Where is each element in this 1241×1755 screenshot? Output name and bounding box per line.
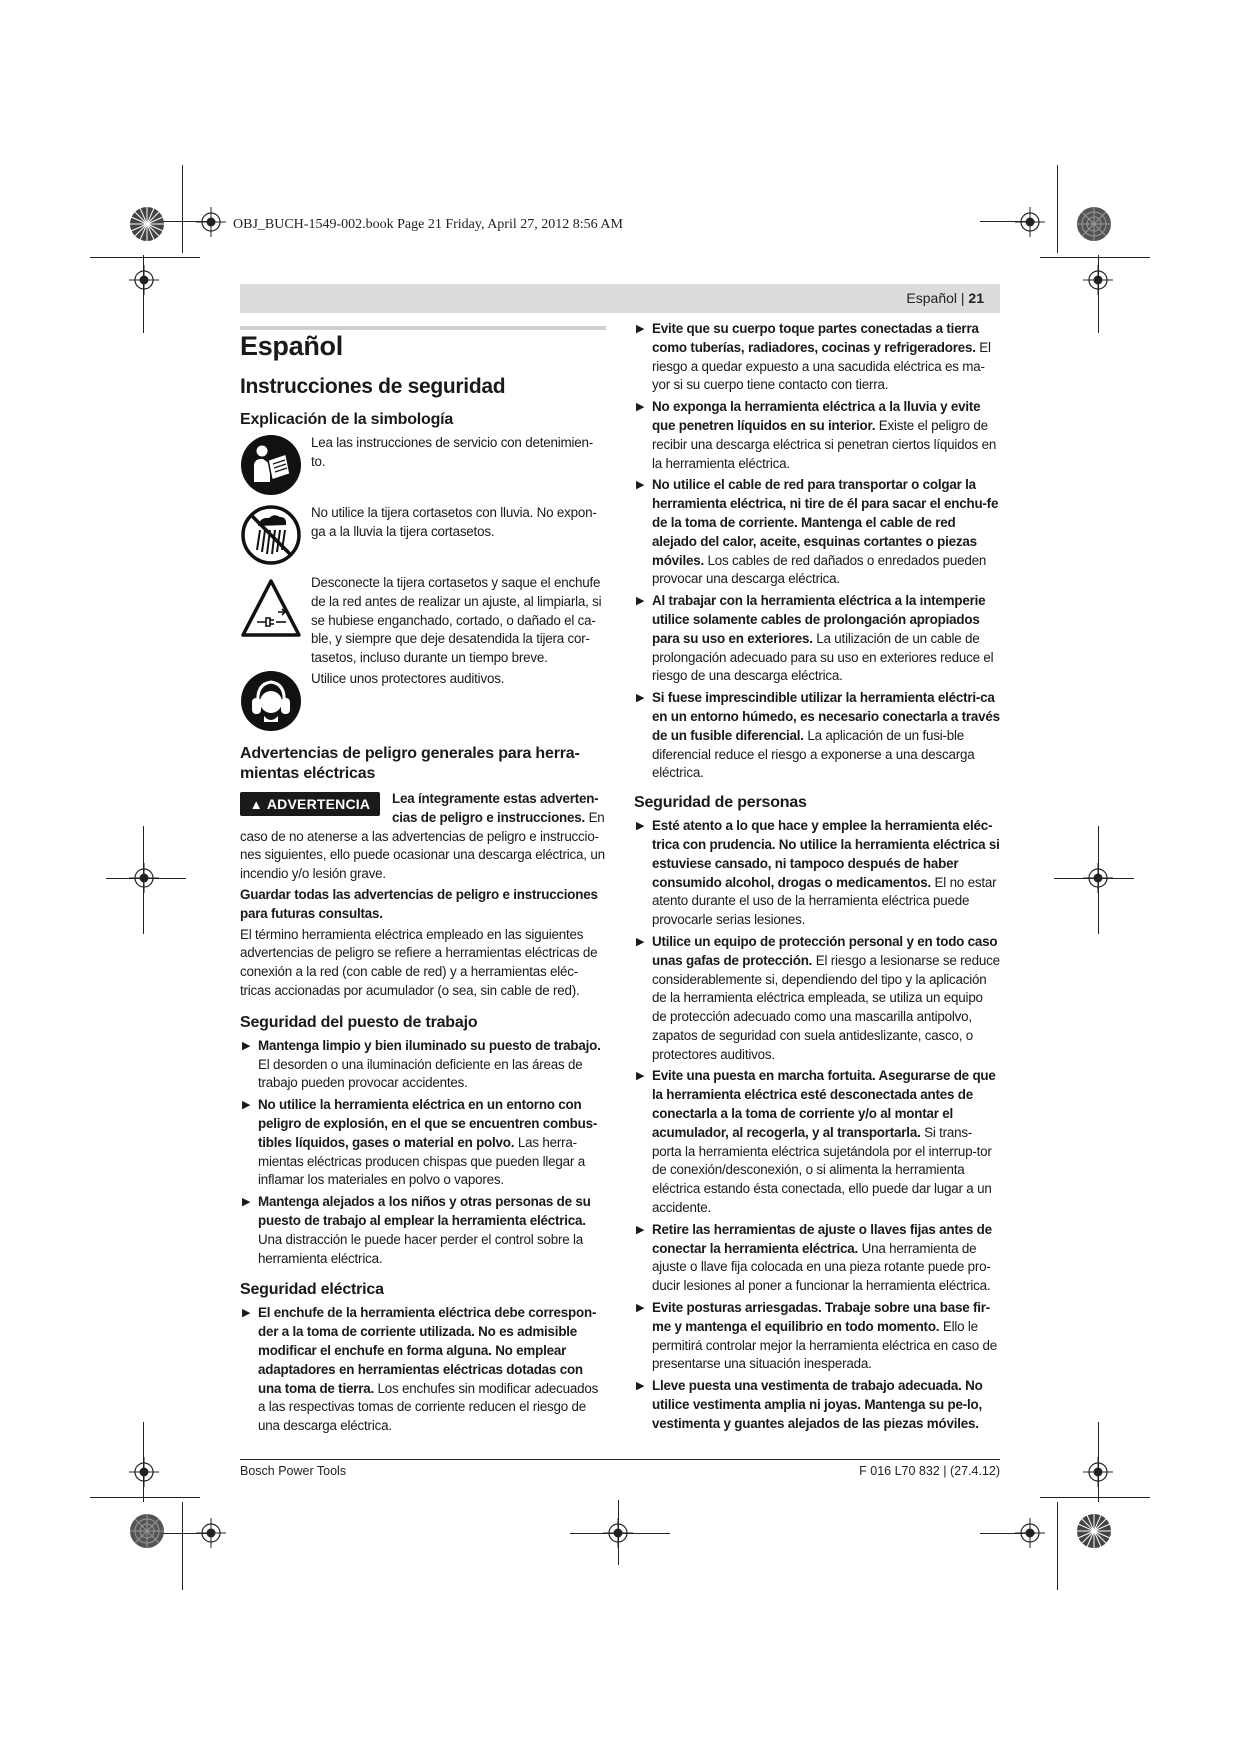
crop-mark <box>182 165 183 253</box>
item-text: El riesgo a lesionarse se reduce considerablemente si, dependiendo del tipo y la aplicación de la herramienta eléctrica empleada, se utiliza un equipo de protección adecuado como una mascarilla antipolvo, zapatos de seguridad con suela antideslizante, casco, o protectores auditivos. <box>652 952 1000 1062</box>
keep-instructions-text: Guardar todas las advertencias de peligro e instrucciones para futuras consultas. <box>240 886 598 921</box>
crop-mark <box>90 257 200 258</box>
list-item <box>634 1377 1000 1433</box>
list-item <box>634 1067 1000 1217</box>
list-item <box>634 689 1000 783</box>
color-target-icon <box>1075 205 1113 243</box>
item-bold: No utilice la herramienta eléctrica en un entorno con peligro de explosión, en el que se encuentren combus-tibles líquidos, gases o material en polvo. <box>258 1097 598 1150</box>
symbol-text: No utilice la tijera cortasetos con lluvia. No expon-ga a la lluvia la tijera cortasetos. <box>311 505 597 539</box>
list-item <box>240 1096 606 1190</box>
no-rain-icon <box>240 504 302 566</box>
bullet-arrow-icon: ▶ <box>242 1196 251 1209</box>
crop-mark <box>1057 1502 1058 1590</box>
list-item <box>240 1304 606 1436</box>
item-bold: Evite una puesta en marcha fortuita. Asegurarse de que la herramienta eléctrica esté desconectada antes de conectarla a la toma de corriente y/o al montar el acumulador, al recogerla, y al transportarla. <box>652 1068 996 1140</box>
item-bold: El enchufe de la herramienta eléctrica debe correspon-der a la toma de corriente utilizada. No es admisible modificar el enchufe en forma alguna. No emplear adaptadores en herramientas eléctricas dotadas con una toma de tierra. <box>258 1305 597 1396</box>
item-text: Ello le permitirá controlar mejor la herramienta eléctrica en caso de presentarse una situación inesperada. <box>652 1318 998 1372</box>
registration-crosshair-icon <box>1083 265 1113 295</box>
item-bold: No exponga la herramienta eléctrica a la lluvia y evite que penetren líquidos en su interior. <box>652 399 981 433</box>
item-text: El no estar atento durante el uso de la herramienta eléctrica puede provocarle serias lesiones. <box>652 874 997 928</box>
bullet-arrow-icon: ▶ <box>242 1307 251 1320</box>
workplace-heading: Seguridad del puesto de trabajo <box>240 1013 478 1031</box>
footer-doc-number: F 016 L70 832 | (27.4.12) <box>859 1464 1000 1478</box>
color-target-icon <box>1075 1512 1113 1550</box>
item-text: Existe el peligro de recibir una descarga eléctrica si penetran ciertos líquidos en la herramienta eléctrica. <box>652 417 997 471</box>
registration-crosshair-icon <box>129 863 159 893</box>
safety-heading: Instrucciones de seguridad <box>240 375 506 398</box>
registration-crosshair-icon <box>129 1457 159 1487</box>
bullet-arrow-icon: ▶ <box>636 692 645 705</box>
symbol-row <box>240 504 606 572</box>
bullet-arrow-icon: ▶ <box>636 1070 645 1083</box>
item-text: Los enchufes sin modificar adecuados a las respectivas tomas de corriente reducen el riesgo de una descarga eléctrica. <box>258 1380 599 1434</box>
item-bold: Mantenga limpio y bien iluminado su puesto de trabajo. <box>258 1037 601 1053</box>
list-item <box>634 933 1000 1065</box>
keep-instructions <box>240 886 606 924</box>
bullet-arrow-icon: ▶ <box>242 1039 251 1052</box>
registration-crosshair-icon <box>1083 863 1113 893</box>
bullet-arrow-icon: ▶ <box>636 323 645 335</box>
page-number: 21 <box>968 290 984 306</box>
bullet-arrow-icon: ▶ <box>636 1302 645 1315</box>
header-separator: | <box>960 290 965 306</box>
left-column <box>240 330 606 1439</box>
item-bold: Retire las herramientas de ajuste o llaves fijas antes de conectar la herramienta eléctrica. <box>652 1221 992 1256</box>
color-target-icon <box>128 1512 166 1550</box>
list-item <box>634 1221 1000 1296</box>
item-text: Una distracción le puede hacer perder el control sobre la herramienta eléctrica. <box>258 1231 584 1266</box>
item-bold: No utilice el cable de red para transportar o colgar la herramienta eléctrica, ni tire de él para sacar el enchu-fe de la toma de corriente. Mantenga el cable de red alejado del calor, aceite, esquinas cortantes o piezas móviles. <box>652 477 999 568</box>
symbol-text: Desconecte la tijera cortasetos y saque el enchufe de la red antes de realizar un ajuste, al limpiarla, si se hubiese enganchado, cortado, o dañado el ca-ble, y siempre que deje desatendida la tijera cor-tasetos, incluso durante un tiempo breve. <box>311 575 602 666</box>
registration-crosshair-icon <box>129 265 159 295</box>
symbol-row <box>240 434 606 502</box>
crop-mark <box>90 1497 200 1498</box>
color-target-icon <box>128 205 166 243</box>
crop-mark <box>1057 165 1058 253</box>
registration-crosshair-icon <box>196 207 226 237</box>
item-bold: Evite posturas arriesgadas. Trabaje sobre una base fir-me y mantenga el equilibrio en todo momento. <box>652 1300 991 1334</box>
item-bold: Lleve puesta una vestimenta de trabajo adecuada. No utilice vestimenta amplia ni joyas. Mantenga su pe-lo, vestimenta y guantes alejados de las piezas móviles. <box>652 1378 983 1431</box>
symbols-heading: Explicación de la simbología <box>240 411 454 428</box>
list-item <box>634 320 1000 395</box>
book-info-line: OBJ_BUCH-1549-002.book Page 21 Friday, April 27, 2012 8:56 AM <box>233 217 623 232</box>
term-paragraph: El término herramienta eléctrica empleado en las siguientes advertencias de peligro se refiere a herramientas eléctricas de conexión a la red (con cable de red) y a herramientas eléc-tricas accionadas por acumulador (o sea, sin cable de red). <box>240 926 598 998</box>
item-bold: Evite que su cuerpo toque partes conectadas a tierra como tuberías, radiadores, cocinas y refrigeradores. <box>652 321 979 355</box>
read-manual-icon <box>240 434 302 496</box>
page-title: Español <box>240 331 343 361</box>
list-item <box>240 1193 606 1268</box>
item-bold: Esté atento a lo que hace y emplee la herramienta eléc-trica con prudencia. No utilice la herramienta eléctrica si estuviese cansado, ni tampoco después de haber consumido alcohol, drogas o medicamentos. <box>652 818 1000 890</box>
list-item <box>634 817 1000 930</box>
electrical-heading: Seguridad eléctrica <box>240 1281 384 1299</box>
bullet-arrow-icon: ▶ <box>636 1223 645 1236</box>
warning-triangle-icon: ▲ <box>249 796 263 812</box>
item-text: La utilización de un cable de prolongación adecuado para su uso en exteriores reduce el riesgo de una descarga eléctrica. <box>652 630 994 684</box>
item-text: Si trans-porta la herramienta eléctrica sujetándola por el interrup-tor de conexión/desconexión, o si alimenta la herramienta eléctrica estando ésta conectada, ello puede dar lugar a un accidente. <box>652 1124 992 1216</box>
list-item <box>634 1299 1000 1374</box>
bullet-arrow-icon: ▶ <box>636 820 645 833</box>
item-bold: Al trabajar con la herramienta eléctrica a la intemperie utilice solamente cables de prolongación apropiados para su uso en exteriores. <box>652 593 986 646</box>
footer-brand: Bosch Power Tools <box>240 1464 347 1478</box>
registration-crosshair-icon <box>1015 207 1045 237</box>
unplug-warning-icon <box>240 578 302 640</box>
registration-crosshair-icon <box>196 1518 226 1548</box>
registration-crosshair-icon <box>603 1518 633 1548</box>
header-language: Español <box>906 290 957 306</box>
right-column <box>634 320 1000 1437</box>
item-text: El riesgo a quedar expuesto a una sacudida eléctrica es ma-yor si su cuerpo tiene contacto con tierra. <box>652 339 991 393</box>
warning-badge-label: ADVERTENCIA <box>266 796 371 812</box>
item-text: Las herra-mientas eléctricas producen chispas que pueden llegar a inflamar los materiales en polvo o vapores. <box>258 1134 585 1188</box>
bullet-arrow-icon: ▶ <box>636 595 645 608</box>
warning-text: En caso de no atenerse a las advertencias de peligro e instruccio-nes siguientes, ello puede ocasionar una descarga eléctrica, un incendio y/o lesión grave. <box>240 809 605 882</box>
warning-bold: Lea íntegramente estas adverten-cias de peligro e instrucciones. <box>392 791 599 825</box>
item-text: Los cables de red dañados o enredados pueden provocar una descarga eléctrica. <box>652 552 987 587</box>
symbol-text: Lea las instrucciones de servicio con detenimien-to. <box>311 435 593 469</box>
symbol-row <box>240 670 606 734</box>
registration-crosshair-icon <box>1015 1518 1045 1548</box>
bullet-arrow-icon: ▶ <box>242 1099 251 1112</box>
symbol-text: Utilice unos protectores auditivos. <box>311 671 505 686</box>
footer-rule <box>240 1459 1000 1460</box>
symbol-row <box>240 574 606 670</box>
item-text: La aplicación de un fusi-ble diferencial reduce el riesgo a exponerse a una descarga eléctrica. <box>652 727 975 781</box>
bullet-arrow-icon: ▶ <box>636 1380 645 1393</box>
item-bold: Mantenga alejados a los niños y otras personas de su puesto de trabajo al emplear la herramienta eléctrica. <box>258 1194 591 1228</box>
crop-mark <box>1040 257 1150 258</box>
bullet-arrow-icon: ▶ <box>636 479 645 492</box>
list-item <box>634 398 1000 473</box>
item-bold: Utilice un equipo de protección personal y en todo caso unas gafas de protección. <box>652 933 998 968</box>
item-text: El desorden o una iluminación deficiente en las áreas de trabajo pueden provocar accidentes. <box>258 1056 583 1091</box>
crop-mark <box>1040 1497 1150 1498</box>
general-warnings-heading: Advertencias de peligro generales para herra-mientas eléctricas <box>240 745 580 782</box>
list-item <box>634 476 1000 589</box>
item-text: Una herramienta de ajuste o llave fija colocada en una pieza rotante puede pro-ducir lesiones al poner a funcionar la herramienta eléctrica. <box>652 1240 991 1294</box>
warning-badge <box>240 792 380 816</box>
list-item <box>634 592 1000 686</box>
bullet-arrow-icon: ▶ <box>636 401 645 414</box>
bullet-arrow-icon: ▶ <box>636 935 645 948</box>
warning-block <box>240 790 606 884</box>
crop-mark <box>182 1502 183 1590</box>
header-text <box>906 290 984 306</box>
registration-crosshair-icon <box>1083 1457 1113 1487</box>
list-item <box>240 1037 606 1093</box>
item-bold: Si fuese imprescindible utilizar la herramienta eléctri-ca en un entorno húmedo, es necesario conectarla a través de un fusible diferencial. <box>652 690 1000 743</box>
personal-heading: Seguridad de personas <box>634 794 807 812</box>
page-header <box>240 284 1000 313</box>
ear-protection-icon <box>240 670 302 732</box>
